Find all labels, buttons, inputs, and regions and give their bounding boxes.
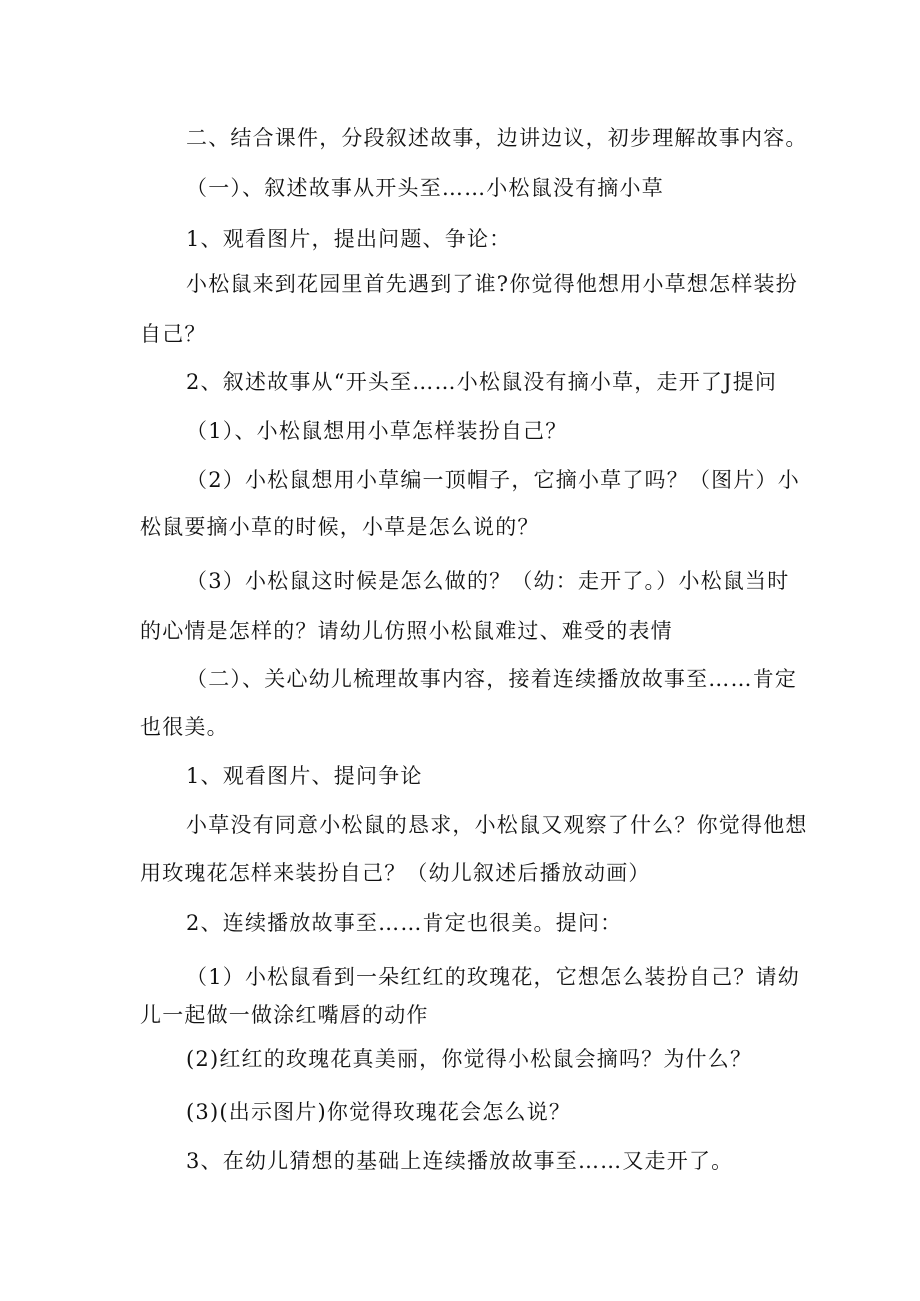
paragraph-line: 自己？	[140, 322, 207, 346]
paragraph-line: 3、在幼儿猜想的基础上连续播放故事至……又走开了。	[186, 1149, 734, 1173]
paragraph-line: 2、叙述故事从“开头至……小松鼠没有摘小草，走开了J提问	[186, 370, 778, 394]
paragraph-line: 小草没有同意小松鼠的恳求，小松鼠又观察了什么？你觉得他想	[186, 813, 808, 837]
paragraph-line: （3）小松鼠这时候是怎么做的？（幼：走开了。）小松鼠当时	[186, 569, 790, 593]
paragraph-line: 1、观看图片，提出问题、争论：	[186, 227, 512, 251]
paragraph-line: （二）、关心幼儿梳理故事内容，接着连续播放故事至……肯定	[186, 667, 798, 691]
paragraph-line: 1、观看图片、提问争论	[186, 764, 423, 788]
paragraph-line: （2）小松鼠想用小草编一顶帽子，它摘小草了吗？（图片）小	[186, 468, 800, 492]
paragraph-line: (2)红红的玫瑰花真美丽，你觉得小松鼠会摘吗？为什么？	[186, 1047, 753, 1071]
paragraph-line: 也很美。	[140, 715, 229, 739]
paragraph-line: 的心情是怎样的？请幼儿仿照小松鼠难过、难受的表情	[140, 619, 673, 643]
paragraph-line: （1）、小松鼠想用小草怎样装扮自己？	[186, 419, 568, 443]
paragraph-line: (3)(出示图片)你觉得玫瑰花会怎么说？	[186, 1100, 572, 1124]
paragraph-line: （1）小松鼠看到一朵红红的玫瑰花，它想怎么装扮自己？请幼	[186, 965, 800, 989]
paragraph-line: （一）、叙述故事从开头至……小松鼠没有摘小草	[186, 176, 664, 200]
paragraph-line: 小松鼠来到花园里首先遇到了谁?你觉得他想用小草想怎样装扮	[186, 272, 798, 296]
paragraph-line: 二、结合课件，分段叙述故事，边讲边议，初步理解故事内容。	[186, 126, 808, 150]
paragraph-line: 用玫瑰花怎样来装扮自己？（幼儿叙述后播放动画）	[140, 861, 651, 885]
paragraph-line: 松鼠要摘小草的时候，小草是怎么说的？	[140, 515, 540, 539]
paragraph-line: 2、连续播放故事至……肯定也很美。提问：	[186, 911, 623, 935]
paragraph-line: 儿一起做一做涂红嘴唇的动作	[140, 1003, 429, 1027]
